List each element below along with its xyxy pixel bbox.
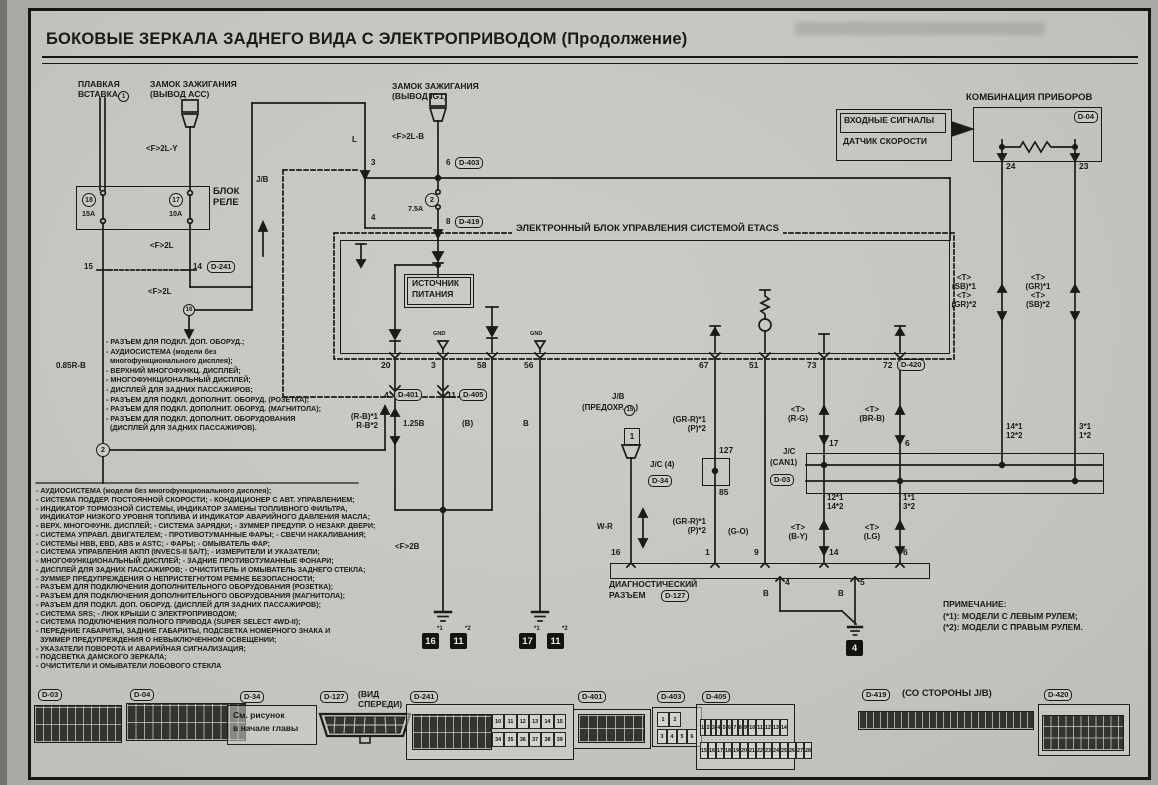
wire-2l-lower: <F>2L	[148, 287, 172, 296]
pin-cell: 1	[700, 719, 705, 736]
connector-ref-d241: D-241	[207, 261, 235, 273]
diagnostic-connector-box	[610, 563, 930, 579]
gnd-label-2: GND	[530, 331, 543, 337]
list-line: - ВЕРХ. МНОГОФУНК. ДИСПЛЕЙ; - СИСТЕМА ЗАРЯДКИ; - ЗУММЕР ПРЕДУПР. О НЕЗАКР. ДВЕРИ;	[36, 521, 376, 530]
connector-ref-d34: D-34	[648, 475, 672, 487]
branch-list	[106, 337, 321, 433]
list-line: - АУДИОСИСТЕМА (модели без многофункционального дисплея);	[36, 486, 272, 495]
strip-label-d04: D-04	[130, 689, 154, 701]
list-line: (ДИСПЛЕЙ ДЛЯ ЗАДНИХ ПАССАЖИРОВ).	[106, 423, 257, 433]
jb-fuse-terminal: 1	[624, 428, 640, 445]
pin-cell: 4	[716, 719, 721, 736]
ground-17: 17	[519, 633, 536, 649]
d241-numbered-cells	[492, 714, 566, 747]
pin-cell: 19	[732, 742, 740, 759]
wire-085rb: 0.85R-B	[56, 361, 86, 370]
list-line: - СИСТЕМА УПРАВЛ. ДВИГАТЕЛЕМ; - ПРОТИВОТУМАННЫЕ ФАРЫ; - СВЕЧИ НАКАЛИВАНИЯ;	[36, 529, 367, 539]
ground-11-right: 11	[547, 633, 564, 649]
diag-label-l1: ДИАГНОСТИЧЕСКИЙ	[609, 579, 698, 589]
wire-2b: <F>2B	[395, 542, 420, 551]
input-signals-label: ВХОДНЫЕ СИГНАЛЫ	[844, 115, 935, 125]
cluster-box	[973, 107, 1102, 162]
d403-row2	[657, 729, 697, 744]
pin-14: 14	[193, 262, 202, 271]
d241-row2	[492, 732, 566, 747]
strip-label-d403: D-403	[657, 691, 685, 703]
pin-51: 51	[749, 360, 759, 370]
note-block: ПРИМЕЧАНИЕ: (*1): МОДЕЛИ С ЛЕВЫМ РУЛЕМ; (*2): МОДЕЛИ С ПРАВЫМ РУЛЕМ.	[943, 599, 1083, 632]
input-signals-box	[836, 109, 952, 161]
input-signals-inner	[840, 113, 946, 133]
pin-6b: 6	[905, 438, 910, 448]
pin-cell: 1	[657, 712, 669, 727]
connector-d401	[573, 709, 651, 749]
pin-14b: 14	[829, 547, 839, 557]
pin-17: 17	[829, 438, 839, 448]
pin-cell: 36	[517, 732, 529, 747]
wire-by-label: <T> (B-Y)	[788, 523, 808, 541]
pin-cell: 5	[677, 729, 687, 744]
pin-4b: 4	[384, 390, 389, 400]
wire-b1: B	[763, 589, 769, 598]
diag-label-l2: РАЗЪЕМ	[609, 590, 646, 600]
pin-11: 11	[447, 390, 456, 400]
list-line: - СИСТЕМА SRS; - ЛЮК КРЫШИ С ЭЛЕКТРОПРИВОДОМ;	[36, 608, 237, 618]
pin-5d: 5	[860, 577, 865, 587]
strip-label-d420: D-420	[1044, 689, 1072, 701]
connector-ref-d401: D-401	[394, 389, 422, 401]
wire-grr-lower: (GR-R)*1 (P)*2	[672, 517, 706, 535]
pin-6: 6	[446, 158, 451, 167]
jb-fuse-l2: (ПРЕДОХР. 15 )	[582, 404, 638, 416]
pin-1-3: 1*1 3*2	[903, 493, 916, 511]
jb-label: J/B	[256, 175, 269, 184]
ground-11-left: 11	[450, 633, 467, 649]
relay-block-label: БЛОК РЕЛЕ	[213, 186, 240, 208]
list-line: - РАЗЪЕМ ДЛЯ ПОДКЛЮЧЕНИЯ ДОПОЛНИТЕЛЬНОГО ОБОРУДОВАНИЯ (МАГНИТОЛА);	[36, 591, 345, 600]
d405-cells	[700, 719, 811, 759]
pin-cell: 10	[748, 719, 756, 736]
d34-note-l1: См. рисунок	[233, 710, 285, 720]
pin-cell: 12	[517, 714, 529, 729]
pin-cell: 16	[708, 742, 716, 759]
node-2: 2	[96, 443, 110, 457]
list-line: - ЗУММЕР ПРЕДУПРЕЖДЕНИЯ О НЕПРИСТЕГНУТОМ РЕМНЕ БЕЗОПАСНОСТИ;	[36, 573, 315, 583]
connector-ref-d03: D-03	[770, 474, 794, 486]
list-line: ЗУММЕР ПРЕДУПРЕЖДЕНИЯ О НЕВЫКЛЮЧЕННОМ ОСВЕЩЕНИИ;	[36, 634, 277, 644]
pin-cell: 12	[764, 719, 772, 736]
jb-fuse-l1: J/B	[612, 392, 625, 401]
connector-d03	[34, 705, 122, 743]
list-line: - РАЗЪЕМ ДЛЯ ПОДКЛ. ДОП. ОБОРУД.;	[106, 337, 245, 346]
wire-2ly: <F>2L-Y	[146, 144, 178, 153]
pin-cell: 28	[804, 742, 812, 759]
strip-label-d34: D-34	[240, 691, 264, 703]
pin-24: 24	[1006, 161, 1016, 171]
connector-ref-d405: D-405	[459, 389, 487, 401]
pin-cell: 3	[657, 729, 667, 744]
pin-cell: 15	[700, 742, 708, 759]
fuse-18-amp: 15A	[82, 209, 96, 218]
strip-label-d405: D-405	[702, 691, 730, 703]
pin-4d: 4	[785, 577, 790, 587]
d405-row1	[700, 719, 788, 736]
title-rule	[42, 56, 1138, 64]
d403-row1	[657, 712, 681, 727]
wire-b2: B	[838, 589, 844, 598]
pin-cell: 9	[743, 719, 748, 736]
pin-1: 1	[705, 547, 710, 557]
jc-can1-l1: J/C	[783, 447, 796, 456]
wire-grr-upper: (GR-R)*1 (P)*2	[672, 415, 706, 433]
pin-cell: 35	[504, 732, 516, 747]
connector-ref-d127: D-127	[661, 590, 689, 602]
connector-d405	[696, 704, 811, 770]
pin-3b: 3	[431, 360, 436, 370]
pin-cell: 25	[780, 742, 788, 759]
strip-label-d127: D-127	[320, 691, 348, 703]
pin-3: 3	[371, 158, 376, 167]
list-line: - АУДИОСИСТЕМА (модели без	[106, 346, 217, 356]
pin-cell: 21	[748, 742, 756, 759]
gnd-right-a-sup: *1	[534, 626, 540, 632]
list-line: - ДИСПЛЕЙ ДЛЯ ЗАДНИХ ПАССАЖИРОВ; - ОЧИСТИТЕЛЬ И ОМЫВАТЕЛЬ ЗАДНЕГО СТЕКЛА;	[36, 564, 366, 574]
list-line: - ПЕРЕДНИЕ ГАБАРИТЫ, ЗАДНИЕ ГАБАРИТЫ, ПОДСВЕТКА НОМЕРНОГО ЗНАКА И	[36, 626, 331, 635]
connector-d127	[318, 712, 412, 746]
jc-can1-box	[806, 453, 1104, 494]
wire-125b: 1.25B	[403, 419, 425, 428]
power-source-l2: ПИТАНИЯ	[412, 289, 454, 299]
jc-can1-l2: (CAN1)	[770, 458, 798, 467]
pin-72: 72	[883, 360, 893, 370]
fuse-2-amp: 7.5A	[408, 204, 424, 213]
d127-view-note: (ВИД СПЕРЕДИ)	[358, 689, 403, 709]
pin-cell: 17	[716, 742, 724, 759]
list-line: - ВЕРХНИЙ МНОГОФУНКЦ. ДИСПЛЕЙ;	[106, 365, 241, 375]
list-line: - РАЗЪЕМ ДЛЯ ПОДКЛ. ДОПОЛНИТ. ОБОРУД. (МАГНИТОЛА);	[106, 404, 321, 414]
etacs-title: ЭЛЕКТРОННЫЙ БЛОК УПРАВЛЕНИЯ СИСТЕМОЙ ETACS	[512, 224, 783, 235]
pin-cell: 2	[705, 719, 710, 736]
wire-b-paren: (B)	[462, 419, 474, 428]
wire-2l-upper: <F>2L	[150, 241, 174, 250]
strip-label-d401: D-401	[578, 691, 606, 703]
pin-8: 8	[446, 217, 451, 226]
connector-d420	[1038, 704, 1130, 756]
d34-note-l2: в начале главы	[233, 723, 299, 733]
wire-sb-gr-label: <T> (SB)*1 <T> (GR)*2	[951, 273, 977, 309]
fusible-link-label: ПЛАВКАЯ ВСТАВКА 1	[78, 80, 129, 102]
jc4-box	[702, 458, 730, 486]
jc4-label: J/C (4)	[650, 460, 675, 469]
list-line: - РАЗЪЕМ ДЛЯ ПОДКЛ. ДОПОЛНИТ. ОБОРУДОВАНИЯ	[106, 413, 296, 423]
pin-cell: 13	[529, 714, 541, 729]
wire-2lb: <F>2L-B	[392, 132, 425, 141]
d419-view-note: (СО СТОРОНЫ J/B)	[902, 688, 992, 699]
gnd-label-1: GND	[433, 331, 446, 337]
pin-6c: 6	[903, 547, 908, 557]
list-line: - СИСТЕМЫ HBB, EBD, ABS и ASTC; - ФАРЫ; - ОМЫВАТЕЛЬ ФАР;	[36, 538, 271, 548]
pin-cell: 13	[772, 719, 780, 736]
d401-cells	[578, 714, 645, 743]
pin-56: 56	[524, 360, 534, 370]
pin-16: 16	[611, 547, 621, 557]
strip-label-d419: D-419	[862, 689, 890, 701]
list-line: многофункционального дисплея);	[106, 356, 233, 366]
fuse-2: 2	[425, 193, 439, 207]
power-source-l1: ИСТОЧНИК	[412, 278, 460, 288]
list-line: - УКАЗАТЕЛИ ПОВОРОТА И АВАРИЙНАЯ СИГНАЛИЗАЦИЯ;	[36, 643, 246, 653]
strip-label-d03: D-03	[38, 689, 62, 701]
wire-brb-label: <T> (BR-B)	[859, 405, 885, 423]
systems-list	[36, 487, 375, 671]
list-line: - РАЗЪЕМ ДЛЯ ПОДКЛ. ДОПОЛНИТ. ОБОРУД. (РОЗЕТКА);	[106, 394, 310, 404]
wire-go: (G-O)	[728, 527, 749, 536]
pin-20: 20	[381, 360, 391, 370]
pin-85: 85	[719, 487, 729, 497]
relay-block-box	[76, 186, 210, 230]
connector-ref-d419: D-419	[455, 216, 483, 228]
list-line: - ОЧИСТИТЕЛИ И ОМЫВАТЕЛИ ЛОБОВОГО СТЕКЛА	[36, 661, 222, 670]
cluster-title: КОМБИНАЦИЯ ПРИБОРОВ	[966, 92, 1093, 103]
pin-cell: 20	[740, 742, 748, 759]
d420-cells	[1042, 715, 1124, 751]
pin-9: 9	[754, 547, 759, 557]
pin-3-1: 3*1 1*2	[1079, 422, 1092, 440]
connector-ref-d403: D-403	[455, 157, 483, 169]
page-title: БОКОВЫЕ ЗЕРКАЛА ЗАДНЕГО ВИДА С ЭЛЕКТРОПРИВОДОМ (Продолжение)	[46, 30, 688, 48]
pin-cell: 10	[492, 714, 504, 729]
pin-cell: 14	[541, 714, 553, 729]
pin-cell: 22	[756, 742, 764, 759]
wire-rb-label: (R-B)*1 R-B*2	[350, 412, 378, 430]
pin-15: 15	[84, 262, 93, 271]
gnd-right-b-sup: *2	[562, 626, 568, 632]
node-16: 16	[183, 304, 195, 316]
pin-58: 58	[477, 360, 487, 370]
pin-cell: 8	[738, 719, 743, 736]
d405-row2	[700, 742, 811, 759]
pin-cell: 5	[721, 719, 726, 736]
ground-16: 16	[422, 633, 439, 649]
pin-cell: 23	[764, 742, 772, 759]
pin-127: 127	[719, 445, 734, 455]
list-line: - СИСТЕМА ПОДКЛЮЧЕНИЯ ПОЛНОГО ПРИВОДА (SUPER SELECT 4WD-II);	[36, 617, 301, 627]
ignition-acc-label: ЗАМОК ЗАЖИГАНИЯ (ВЫВОД ACC)	[150, 79, 237, 99]
pin-14-12: 14*1 12*2	[1006, 422, 1023, 440]
pin-cell: 6	[727, 719, 732, 736]
gnd-left-b-sup: *2	[465, 626, 471, 632]
wire-wr: W-R	[597, 522, 613, 531]
connector-ref-d420: D-420	[897, 359, 925, 371]
jb-fuse-number: 15	[624, 405, 635, 416]
pin-cell: 15	[554, 714, 566, 729]
list-line: - ПОДСВЕТКА ДАМСКОГО ЗЕРКАЛА;	[36, 652, 167, 662]
fusible-link-number: 1	[118, 91, 129, 102]
pin-cell: 24	[772, 742, 780, 759]
list-line: - МНОГОФУНКЦИОНАЛЬНЫЙ ДИСПЛЕЙ; - ЗАДНИЕ ПРОТИВОТУМАННЫЕ ФОНАРИ;	[36, 556, 334, 565]
pin-cell: 27	[796, 742, 804, 759]
pin-cell: 2	[669, 712, 681, 727]
list-line: - СИСТЕМА ПОДДЕР. ПОСТОЯННОЙ СКОРОСТИ; - КОНДИЦИОНЕР С АВТ. УПРАВЛЕНИЕМ;	[36, 494, 355, 504]
pin-23: 23	[1079, 161, 1089, 171]
wire-rg-label: <T> (R-G)	[788, 405, 808, 423]
ignition-ig1-label: ЗАМОК ЗАЖИГАНИЯ (ВЫВОД IG1)	[392, 81, 479, 101]
d241-row1	[492, 714, 566, 729]
wire-b: B	[523, 419, 529, 428]
connector-d403	[652, 707, 702, 747]
pin-cell: 14	[780, 719, 788, 736]
pin-cell: 37	[529, 732, 541, 747]
wire-l: L	[352, 135, 357, 144]
pin-cell: 7	[732, 719, 737, 736]
d241-dark-cells	[412, 714, 492, 750]
fuse-17-amp: 10A	[169, 209, 183, 218]
gnd-left-a-sup: *1	[437, 626, 443, 632]
connector-d34-note	[227, 705, 317, 745]
speed-sensor-label: ДАТЧИК СКОРОСТИ	[843, 136, 927, 146]
list-line: ИНДИКАТОР НИЗКОГО УРОВНЯ ТОПЛИВА И ИНДИКАТОР АВАРИЙНОГО ДАВЛЕНИЯ МАСЛА;	[36, 512, 370, 522]
pin-cell: 11	[504, 714, 516, 729]
strip-label-d241: D-241	[410, 691, 438, 703]
power-source-box	[407, 277, 471, 305]
pin-cell: 18	[724, 742, 732, 759]
connector-d419	[858, 711, 1034, 730]
fuse-18: 18	[82, 193, 96, 207]
pin-cell: 11	[756, 719, 764, 736]
list-line: - ИНДИКАТОР ТОРМОЗНОЙ СИСТЕМЫ, ИНДИКАТОР ЗАМЕНЫ ТОПЛИВНОГО ФИЛЬТРА,	[36, 503, 348, 513]
pin-cell: 34	[492, 732, 504, 747]
list-line: - РАЗЪЕМ ДЛЯ ПОДКЛЮЧЕНИЯ ДОПОЛНИТЕЛЬНОГО ОБОРУДОВАНИЯ (РОЗЕТКА);	[36, 582, 334, 592]
pin-cell: 4	[667, 729, 677, 744]
pin-cell: 26	[788, 742, 796, 759]
connector-ref-d04: D-04	[1074, 111, 1098, 123]
fuse-17: 17	[169, 193, 183, 207]
wire-gr-sb-label: <T> (GR)*1 <T> (SB)*2	[1025, 273, 1051, 309]
wire-lg-label: <T> (LG)	[863, 523, 881, 541]
list-line: - СИСТЕМА УПРАВЛЕНИЯ АКПП (INVECS-II 5А/Т); - ИЗМЕРИТЕЛИ И УКАЗАТЕЛИ;	[36, 547, 320, 557]
pin-cell: 38	[541, 732, 553, 747]
pin-67: 67	[699, 360, 709, 370]
list-line: - ДИСПЛЕЙ ДЛЯ ЗАДНИХ ПАССАЖИРОВ;	[106, 384, 253, 394]
pin-12-14: 12*1 14*2	[827, 493, 844, 511]
connector-d241	[406, 704, 574, 760]
list-line: - РАЗЪЕМ ДЛЯ ПОДКЛ. ДОП. ОБОРУД. (ДИСПЛЕЙ ДЛЯ ЗАДНИХ ПАССАЖИРОВ);	[36, 599, 322, 609]
pin-4: 4	[371, 213, 376, 222]
pin-cell: 39	[554, 732, 566, 747]
pin-73: 73	[807, 360, 817, 370]
list-line: - МНОГОФУНКЦИОНАЛЬНЫЙ ДИСПЛЕЙ;	[106, 375, 251, 385]
pin-cell: 6	[687, 729, 697, 744]
ground-4: 4	[846, 640, 863, 656]
pin-cell: 3	[711, 719, 716, 736]
